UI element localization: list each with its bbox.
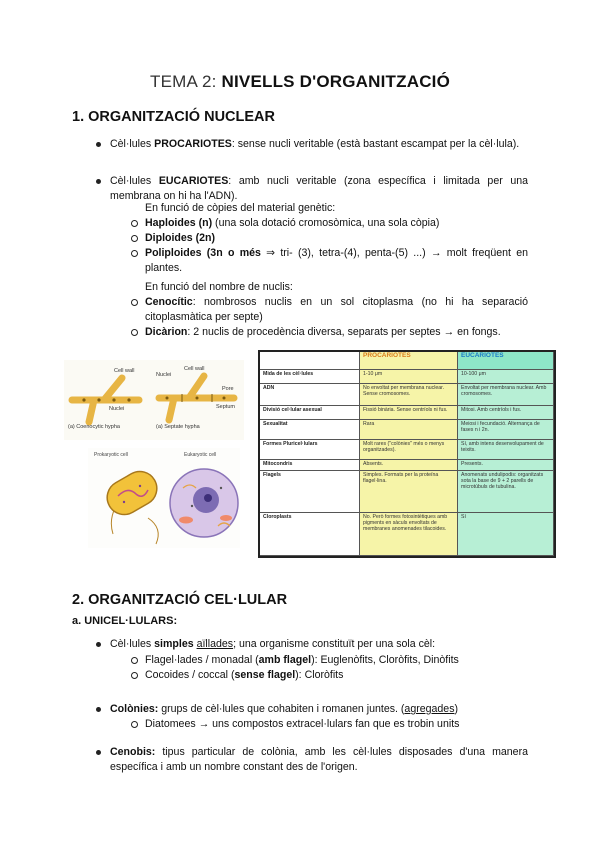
page-title xyxy=(0,72,600,92)
label-b-nuclei: Nuclei xyxy=(156,372,172,378)
table-cell: Sí, amb intens desenvolupament de teixits. xyxy=(458,440,554,460)
nuclis-0-text: : nombrosos nuclis en un sol citoplasma (no hi ha separació citoplasmàtica per septe) xyxy=(145,296,528,323)
table-cell: No. Però formes fotosintètiques amb pigments en sàculs envoltats de membranes anomenades tilacoides. xyxy=(360,513,458,556)
section2-subheading: a. UNICEL·LULARS: xyxy=(72,615,178,627)
table-row-label: ADN xyxy=(260,384,360,406)
table-row-label: Cloroplasts xyxy=(260,513,360,556)
s2b2-pre: grups de cèl·lules que cohabiten i romanen juntes. ( xyxy=(158,703,405,715)
hyphae-figure xyxy=(64,360,244,440)
s2sub0-post: ): Euglenòfits, Cloròfits, Dinòfits xyxy=(311,654,459,666)
table-cell: 1-10 μm xyxy=(360,370,458,384)
s2b1-post: ; una organisme constituït per una sola cèl: xyxy=(233,638,436,650)
bullet-eucariotes xyxy=(110,174,528,204)
s2sub1-pre: Cocoides / coccal ( xyxy=(145,669,235,681)
s2sub0-bold: amb flagel xyxy=(258,654,312,666)
table-cell: Rara xyxy=(360,420,458,440)
nuclis-item-dicarion xyxy=(145,325,535,340)
table-cell: Simples. Formats per la proteïna flagel·lina. xyxy=(360,471,458,513)
bullet-simples xyxy=(110,637,528,652)
nuclis-item-cenocitic xyxy=(145,295,528,325)
table-header-procariotes: PROCARIOTES xyxy=(360,352,458,370)
copies-0-bold: Haploides (n) xyxy=(145,217,213,229)
s2b1-bold: simples xyxy=(154,638,194,650)
table-cell: Anomenats undulipodis: organitzats sota la base de 9 + 2 parells de microtúbuls de tubulina. xyxy=(458,471,554,513)
table-row-label: Mitocondris xyxy=(260,460,360,471)
colonies-sub-diatomees: Diatomees → uns compostos extracel·lulars fan que es trobin units xyxy=(145,717,525,732)
label-a-cellwall: Cell wall xyxy=(114,368,135,374)
table-header-empty xyxy=(260,352,360,370)
copies-2-bold: Poliploides (3n o més xyxy=(145,247,261,259)
nuclis-1-bold: Dicàrion xyxy=(145,326,188,338)
b1-pre: Cèl·lules xyxy=(110,138,155,150)
table-cell: Envoltat per membrana nuclear. Amb cromosomes. xyxy=(458,384,554,406)
s2sub1-post: ): Cloròfits xyxy=(295,669,344,681)
table-cell: 10-100 μm xyxy=(458,370,554,384)
label-a-nuclei: Nuclei xyxy=(109,406,125,412)
table-cell: Molt rares ("colònies" més o menys organitzades). xyxy=(360,440,458,460)
table-header-eucariotes: EUCARIOTES xyxy=(458,352,554,370)
table-row-label: Formes Pluricel·lulars xyxy=(260,440,360,460)
table-row-label: Divisió cel·lular asexual xyxy=(260,406,360,420)
copies-item-diploides xyxy=(145,231,525,246)
table-cell: Mitosi. Amb centríols i fus. xyxy=(458,406,554,420)
b2-post: : amb nucli veritable (zona específica i limitada per una membrana on hi ha l'ADN). xyxy=(110,175,529,202)
s2b3-bold: Cenobis: xyxy=(110,746,156,758)
b2-bold: EUCARIOTES xyxy=(158,175,229,187)
b1-bold: PROCARIOTES xyxy=(154,138,232,150)
label-b-septum: Septum xyxy=(216,404,235,410)
copies-2-text: ⇒ tri- (3), tetra-(4), penta-(5) ...) → molt freqüent en plantes. xyxy=(145,247,528,274)
bullet-cenobis xyxy=(110,745,528,775)
table-row-label: Sexualitat xyxy=(260,420,360,440)
copies-item-haploides xyxy=(145,216,525,231)
simples-sub-flagellades xyxy=(145,653,525,668)
s2b1-pre: Cèl·lules xyxy=(110,638,155,650)
table-row-label: Mida de les cèl·lules xyxy=(260,370,360,384)
cells-figure xyxy=(88,448,240,548)
s2b2-bold: Colònies: xyxy=(110,703,159,715)
b1-post: : sense nucli veritable (està bastant escampat per la cèl·lula). xyxy=(231,138,520,150)
eukaryote-drawing xyxy=(170,469,238,537)
section2-heading: 2. ORGANITZACIÓ CEL·LULAR xyxy=(72,592,288,608)
section1-heading: 1. ORGANITZACIÓ NUCLEAR xyxy=(72,109,275,125)
bullet-colonies xyxy=(110,702,528,717)
table-row-label: Flagels xyxy=(260,471,360,513)
s2b2-underline: agregades xyxy=(404,703,455,715)
nuclis-0-bold: Cenocític xyxy=(145,296,193,308)
table-cell: Presents. xyxy=(458,460,554,471)
copies-1-bold: Diploides (2n) xyxy=(145,232,216,244)
table-cell: Absents. xyxy=(360,460,458,471)
s2b2-post: ) xyxy=(454,703,459,715)
simples-sub-cocoides xyxy=(145,668,525,683)
table-cell: Fissió binària. Sense centríols ni fus. xyxy=(360,406,458,420)
copies-item-poliploides xyxy=(145,246,528,276)
label-prokaryotic: Prokaryotic cell xyxy=(94,452,128,458)
table-cell: No envoltat per membrana nuclear. Sense cromosomes. xyxy=(360,384,458,406)
label-b-cellwall: Cell wall xyxy=(184,366,205,372)
copies-0-text: (una sola dotació cromosòmica, una sola còpia) xyxy=(212,217,440,229)
comparison-table xyxy=(258,350,556,558)
title-prefix: TEMA 2: xyxy=(149,72,217,91)
nuclis-intro: En funció del nombre de nuclis: xyxy=(145,281,293,293)
caption-a: (a) Coenocytic hypha xyxy=(68,424,120,430)
s2b1-underline: aïllades xyxy=(196,638,234,650)
label-b-pore: Pore xyxy=(222,386,234,392)
nuclis-1-text: : 2 nuclis de procedència diversa, separats per septes → en fongs. xyxy=(187,326,501,338)
s2b3-post: tipus particular de colònia, amb les cèl·lules disposades d'una manera específica i amb un nombre constant des de l'origen. xyxy=(110,746,528,773)
caption-b: (a) Septate hypha xyxy=(156,424,200,430)
table-cell: Sí xyxy=(458,513,554,556)
label-eukaryotic: Eukaryotic cell xyxy=(184,452,217,458)
copies-intro: En funció de còpies del material genètic: xyxy=(145,202,336,214)
s2sub1-bold: sense flagel xyxy=(234,669,296,681)
b2-pre: Cèl·lules xyxy=(110,175,159,187)
s2sub0-pre: Flagel·lades / monadal ( xyxy=(145,654,259,666)
table-cell: Meiosi i fecundació. Alternança de fases n i 2n. xyxy=(458,420,554,440)
bullet-procariotes xyxy=(110,137,528,152)
title-main: NIVELLS D'ORGANITZACIÓ xyxy=(221,72,451,91)
